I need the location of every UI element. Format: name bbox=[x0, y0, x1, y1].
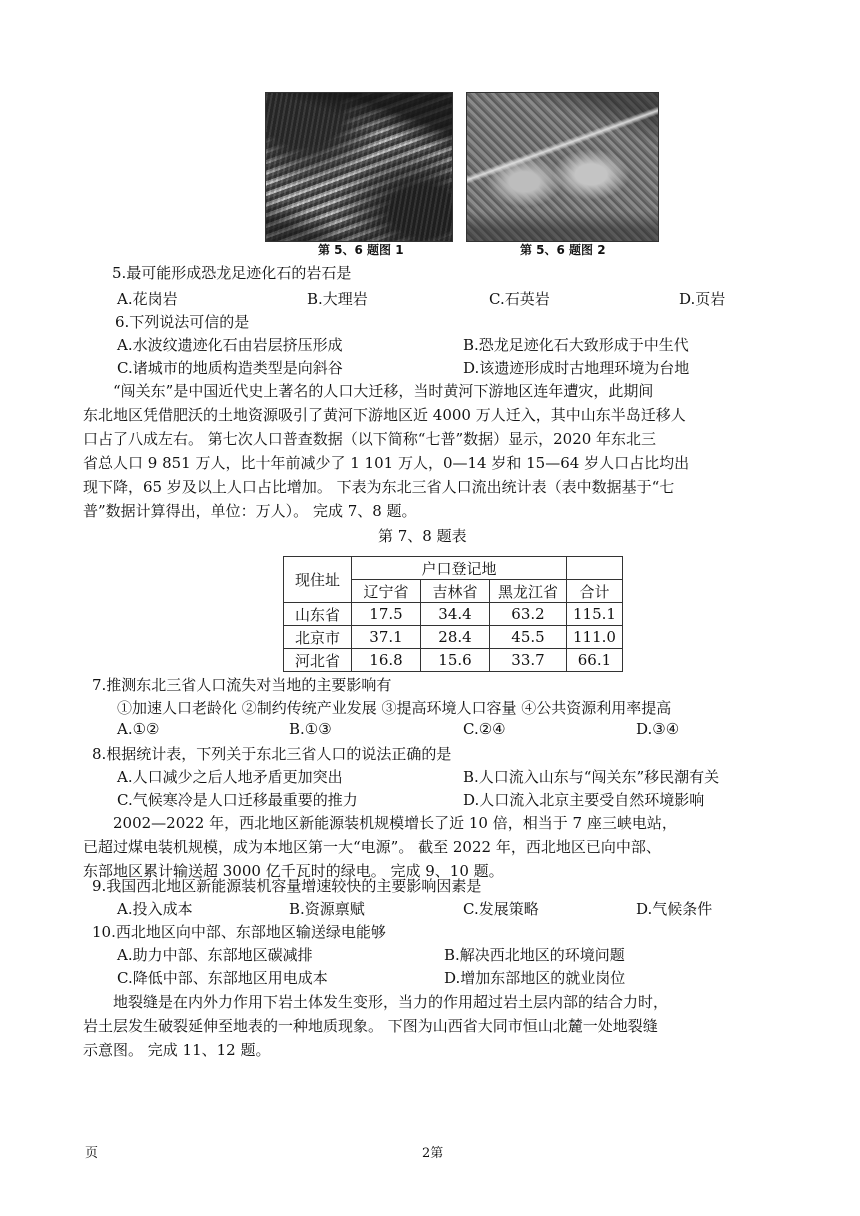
column-header: 合计 bbox=[567, 580, 623, 603]
figure-caption-1: 第 5、6 题图 1 bbox=[318, 243, 404, 257]
q7-items: ①加速人口老龄化 ②制约传统产业发展 ③提高环境人口容量 ④公共资源利用率提高 bbox=[117, 699, 672, 717]
column-header: 辽宁省 bbox=[352, 580, 421, 603]
q9-option-a: A.投入成本 bbox=[117, 900, 193, 918]
dinosaur-ripple-photo-1 bbox=[265, 92, 453, 242]
q8-option-d: D.人口流入北京主要受自然环境影响 bbox=[463, 791, 705, 809]
table-cell: 111.0 bbox=[567, 626, 623, 649]
group-header: 户口登记地 bbox=[352, 557, 567, 580]
q7-option-c: C.②④ bbox=[463, 720, 506, 738]
q5-option-b: B.大理岩 bbox=[307, 290, 368, 308]
q6-option-a: A.水波纹遗迹化石由岩层挤压形成 bbox=[117, 336, 343, 354]
q6-stem: 6.下列说法可信的是 bbox=[115, 313, 250, 331]
q10-option-b: B.解决西北地区的环境问题 bbox=[444, 946, 625, 964]
passage-7-8-line: 普”数据计算得出，单位：万人）。 完成 7、8 题。 bbox=[83, 502, 417, 520]
q7-option-b: B.①③ bbox=[289, 720, 332, 738]
footer-left: 页 bbox=[85, 1146, 99, 1161]
q8-option-b: B.人口流入山东与“闯关东”移民潮有关 bbox=[463, 768, 720, 786]
passage-11-12-line: 地裂缝是在内外力作用下岩土体发生变形，当力的作用超过岩土层内部的结合力时， bbox=[113, 993, 669, 1011]
q5-stem: 5.最可能形成恐龙足迹化石的岩石是 bbox=[112, 264, 352, 282]
q5-option-c: C.石英岩 bbox=[489, 290, 550, 308]
table-cell: 115.1 bbox=[567, 603, 623, 626]
passage-9-10-line: 2002—2022 年，西北地区新能源装机规模增长了近 10 倍，相当于 7 座三峡电站， bbox=[113, 814, 677, 832]
row-header: 现住址 bbox=[284, 557, 352, 603]
passage-7-8-line: 东北地区凭借肥沃的土地资源吸引了黄河下游地区近 4000 万人迁入，其中山东半岛迁移人 bbox=[83, 406, 686, 424]
figure-caption-2: 第 5、6 题图 2 bbox=[520, 243, 606, 257]
passage-9-10-line: 东部地区累计输送超 3000 亿千瓦时的绿电。 完成 9、10 题。 bbox=[83, 862, 504, 880]
passage-9-10-line: 已超过煤电装机规模，成为本地区第一大“电源”。 截至 2022 年，西北地区已向中部、 bbox=[83, 838, 661, 856]
passage-7-8-line: “闯关东”是中国近代史上著名的人口大迁移，当时黄河下游地区连年遭灾，此期间 bbox=[113, 382, 654, 400]
table-row bbox=[284, 649, 623, 672]
q8-option-a: A.人口减少之后人地矛盾更加突出 bbox=[117, 768, 343, 786]
passage-7-8-line: 现下降，65 岁及以上人口占比增加。 下表为东北三省人口流出统计表（表中数据基于“七 bbox=[83, 478, 675, 496]
page-number: 2第 bbox=[422, 1146, 444, 1161]
q8-stem: 8.根据统计表，下列关于东北三省人口的说法正确的是 bbox=[92, 745, 452, 763]
table-cell: 28.4 bbox=[421, 626, 490, 649]
passage-7-8-line: 口占了八成左右。 第七次人口普查数据（以下简称“七普”数据）显示，2020 年东北三 bbox=[83, 430, 657, 448]
q6-option-c: C.诸城市的地质构造类型是向斜谷 bbox=[117, 359, 343, 377]
table-cell: 63.2 bbox=[490, 603, 567, 626]
table-cell: 17.5 bbox=[352, 603, 421, 626]
row-name: 北京市 bbox=[284, 626, 352, 649]
column-header: 黑龙江省 bbox=[490, 580, 567, 603]
column-header: 吉林省 bbox=[421, 580, 490, 603]
population-outflow-table bbox=[283, 556, 623, 672]
q5-option-d: D.页岩 bbox=[679, 290, 726, 308]
q7-stem: 7.推测东北三省人口流失对当地的主要影响有 bbox=[92, 676, 392, 694]
row-name: 河北省 bbox=[284, 649, 352, 672]
q10-option-d: D.增加东部地区的就业岗位 bbox=[444, 969, 626, 987]
q6-option-d: D.该遗迹形成时古地理环境为台地 bbox=[463, 359, 690, 377]
q8-option-c: C.气候寒冷是人口迁移最重要的推力 bbox=[117, 791, 358, 809]
q10-stem: 10.西北地区向中部、东部地区输送绿电能够 bbox=[92, 923, 386, 941]
table-cell: 37.1 bbox=[352, 626, 421, 649]
table-title: 第 7、8 题表 bbox=[378, 527, 467, 545]
row-name: 山东省 bbox=[284, 603, 352, 626]
q10-option-c: C.降低中部、东部地区用电成本 bbox=[117, 969, 328, 987]
table-row bbox=[284, 626, 623, 649]
table-cell: 15.6 bbox=[421, 649, 490, 672]
table-cell: 45.5 bbox=[490, 626, 567, 649]
passage-7-8-line: 省总人口 9 851 万人，比十年前减少了 1 101 万人，0—14 岁和 15—64 岁人口占比均出 bbox=[83, 454, 690, 472]
dinosaur-footprint-photo-2 bbox=[466, 92, 659, 242]
passage-11-12-line: 岩土层发生破裂延伸至地表的一种地质现象。 下图为山西省大同市恒山北麓一处地裂缝 bbox=[83, 1017, 658, 1035]
q7-option-d: D.③④ bbox=[636, 720, 680, 738]
passage-11-12-line: 示意图。 完成 11、12 题。 bbox=[83, 1041, 271, 1059]
q5-option-a: A.花岗岩 bbox=[117, 290, 178, 308]
q9-stem: 9.我国西北地区新能源装机容量增速较快的主要影响因素是 bbox=[92, 877, 482, 895]
table-cell: 33.7 bbox=[490, 649, 567, 672]
blank-header-cell bbox=[567, 557, 623, 580]
table-cell: 16.8 bbox=[352, 649, 421, 672]
q9-option-b: B.资源禀赋 bbox=[289, 900, 365, 918]
table-cell: 66.1 bbox=[567, 649, 623, 672]
q10-option-a: A.助力中部、东部地区碳减排 bbox=[117, 946, 313, 964]
q6-option-b: B.恐龙足迹化石大致形成于中生代 bbox=[463, 336, 689, 354]
q9-option-c: C.发展策略 bbox=[463, 900, 539, 918]
q9-option-d: D.气候条件 bbox=[636, 900, 713, 918]
q7-option-a: A.①② bbox=[117, 720, 160, 738]
table-row bbox=[284, 603, 623, 626]
table-cell: 34.4 bbox=[421, 603, 490, 626]
